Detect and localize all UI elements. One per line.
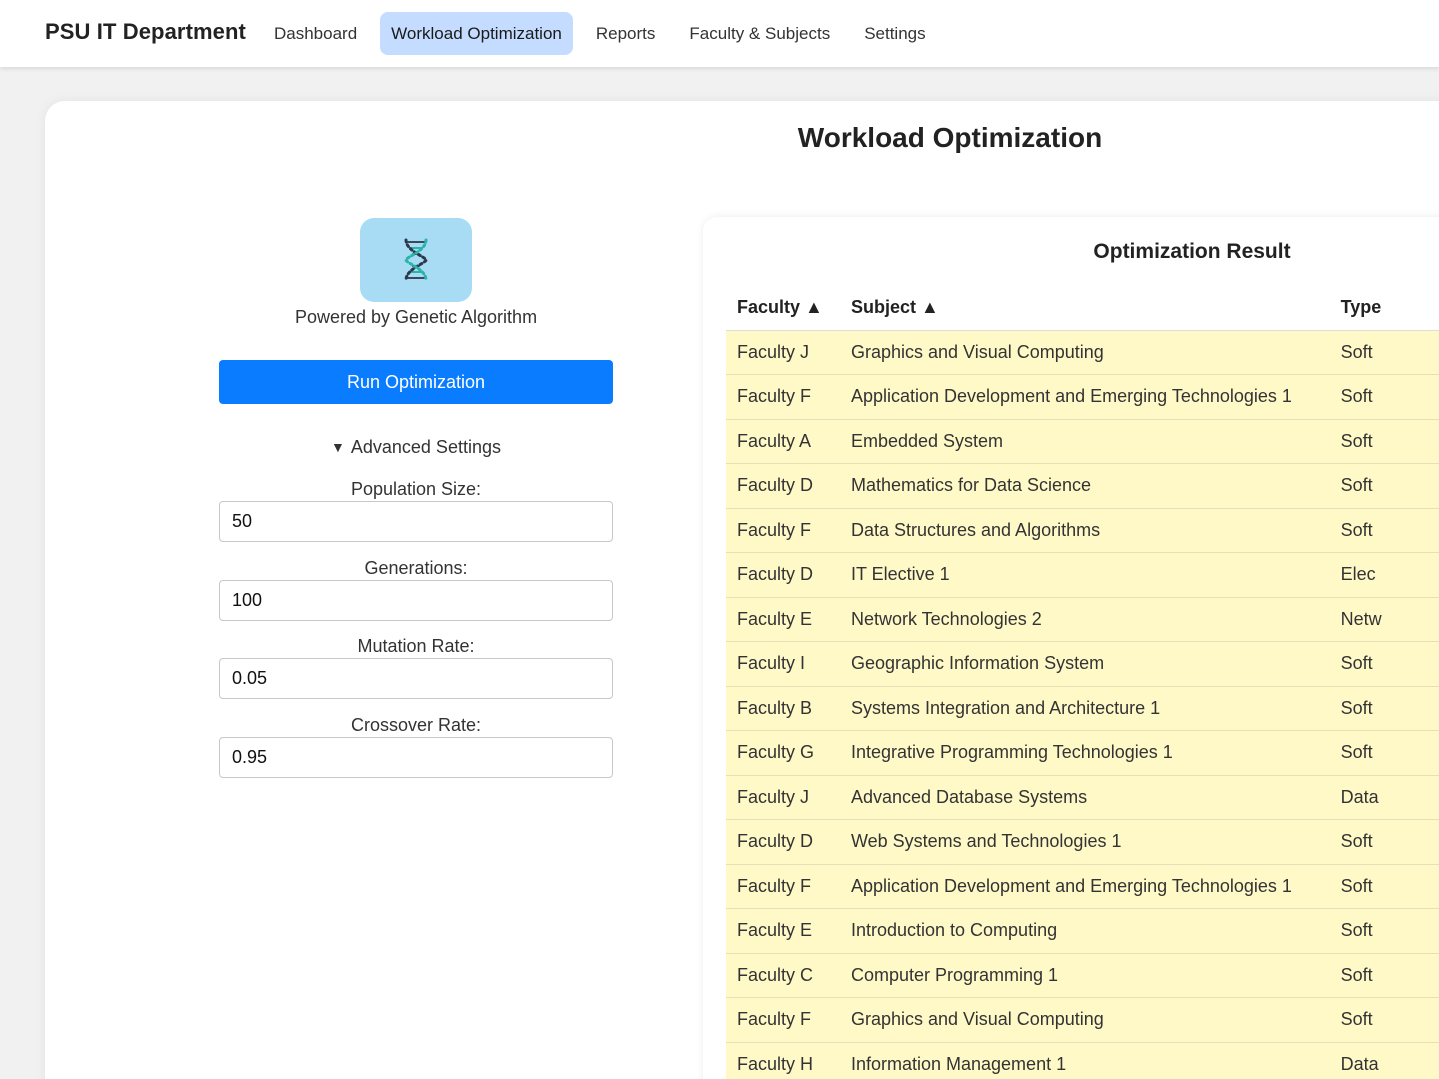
faculty-cell: Faculty E [726, 597, 840, 642]
faculty-cell: Faculty F [726, 375, 840, 420]
type-cell: Soft [1330, 464, 1439, 509]
type-cell: Data [1330, 1042, 1439, 1079]
subject-cell: Application Development and Emerging Technologies 1 [840, 864, 1330, 909]
table-row[interactable] [726, 998, 1439, 1043]
subject-cell: Mathematics for Data Science [840, 464, 1330, 509]
subject-cell: Network Technologies 2 [840, 597, 1330, 642]
type-cell: Soft [1330, 686, 1439, 731]
table-row[interactable] [726, 909, 1439, 954]
subject-cell: Information Management 1 [840, 1042, 1330, 1079]
result-title: Optimization Result [1093, 240, 1291, 263]
faculty-cell: Faculty C [726, 953, 840, 998]
faculty-cell: Faculty G [726, 731, 840, 776]
page-title: Workload Optimization [797, 122, 1103, 153]
table-row[interactable] [726, 419, 1439, 464]
type-cell: Soft [1330, 998, 1439, 1043]
subject-cell: Computer Programming 1 [840, 953, 1330, 998]
subject-cell: Integrative Programming Technologies 1 [840, 731, 1330, 776]
subject-cell: Embedded System [840, 419, 1330, 464]
result-table-body [726, 330, 1439, 1079]
table-row[interactable] [726, 642, 1439, 687]
table-row[interactable] [726, 686, 1439, 731]
nav-link-workload-optimization[interactable]: Workload Optimization [380, 12, 573, 55]
type-cell: Soft [1330, 909, 1439, 954]
nav-link-settings[interactable]: Settings [864, 23, 926, 43]
table-row[interactable] [726, 553, 1439, 598]
type-cell: Netw [1330, 597, 1439, 642]
generations-input[interactable] [219, 580, 613, 621]
generations-label: Generations: [364, 558, 468, 578]
top-navbar [0, 0, 1439, 67]
type-cell: Data [1330, 775, 1439, 820]
faculty-cell: Faculty I [726, 642, 840, 687]
type-cell: Soft [1330, 820, 1439, 865]
crossover-rate-label: Crossover Rate: [350, 715, 482, 735]
type-cell: Soft [1330, 864, 1439, 909]
type-cell: Soft [1330, 642, 1439, 687]
type-column-header[interactable]: Type [1330, 285, 1439, 330]
type-cell: Soft [1330, 953, 1439, 998]
advanced-settings-toggle[interactable] [219, 437, 613, 458]
table-row[interactable] [726, 1042, 1439, 1079]
faculty-cell: Faculty B [726, 686, 840, 731]
table-row[interactable] [726, 375, 1439, 420]
type-cell: Soft [1330, 330, 1439, 375]
run-optimization-button[interactable]: Run Optimization [219, 360, 613, 404]
faculty-cell: Faculty A [726, 419, 840, 464]
nav-link-faculty-subjects[interactable]: Faculty & Subjects [689, 23, 831, 43]
subject-cell: IT Elective 1 [840, 553, 1330, 598]
subject-cell: Systems Integration and Architecture 1 [840, 686, 1330, 731]
table-header-row [726, 285, 1439, 330]
faculty-cell: Faculty F [726, 998, 840, 1043]
subject-cell: Graphics and Visual Computing [840, 998, 1330, 1043]
population-size-input[interactable] [219, 501, 613, 542]
faculty-cell: Faculty H [726, 1042, 840, 1079]
nav-link-reports[interactable]: Reports [595, 23, 656, 43]
mutation-rate-input[interactable] [219, 658, 613, 699]
type-cell: Soft [1330, 375, 1439, 420]
table-row[interactable] [726, 464, 1439, 509]
type-cell: Elec [1330, 553, 1439, 598]
subject-cell: Graphics and Visual Computing [840, 330, 1330, 375]
table-row[interactable] [726, 731, 1439, 776]
table-row[interactable] [726, 597, 1439, 642]
algorithm-caption: Powered by Genetic Algorithm [294, 307, 538, 327]
result-table [726, 285, 1439, 1079]
type-cell: Soft [1330, 731, 1439, 776]
subject-cell: Advanced Database Systems [840, 775, 1330, 820]
type-cell: Soft [1330, 419, 1439, 464]
faculty-cell: Faculty J [726, 775, 840, 820]
crossover-rate-input[interactable] [219, 737, 613, 778]
faculty-cell: Faculty D [726, 464, 840, 509]
faculty-cell: Faculty D [726, 820, 840, 865]
table-row[interactable] [726, 775, 1439, 820]
nav-link-dashboard[interactable]: Dashboard [274, 23, 358, 43]
triangle-down-icon: ▼ [331, 439, 345, 455]
subject-column-header[interactable]: Subject ▲ [840, 285, 1330, 330]
mutation-rate-label: Mutation Rate: [357, 636, 475, 656]
type-cell: Soft [1330, 508, 1439, 553]
subject-cell: Web Systems and Technologies 1 [840, 820, 1330, 865]
advanced-settings-label: Advanced Settings [350, 437, 501, 457]
subject-cell: Geographic Information System [840, 642, 1330, 687]
nav-links [263, 12, 949, 55]
table-row[interactable] [726, 820, 1439, 865]
faculty-cell: Faculty F [726, 864, 840, 909]
subject-cell: Introduction to Computing [840, 909, 1330, 954]
subject-cell: Data Structures and Algorithms [840, 508, 1330, 553]
subject-cell: Application Development and Emerging Technologies 1 [840, 375, 1330, 420]
faculty-cell: Faculty E [726, 909, 840, 954]
population-size-label: Population Size: [350, 479, 482, 499]
table-row[interactable] [726, 508, 1439, 553]
table-row[interactable] [726, 330, 1439, 375]
faculty-cell: Faculty F [726, 508, 840, 553]
table-row[interactable] [726, 953, 1439, 998]
faculty-cell: Faculty J [726, 330, 840, 375]
brand-title[interactable]: PSU IT Department [45, 19, 246, 44]
table-row[interactable] [726, 864, 1439, 909]
faculty-cell: Faculty D [726, 553, 840, 598]
faculty-column-header[interactable]: Faculty ▲ [726, 285, 840, 330]
